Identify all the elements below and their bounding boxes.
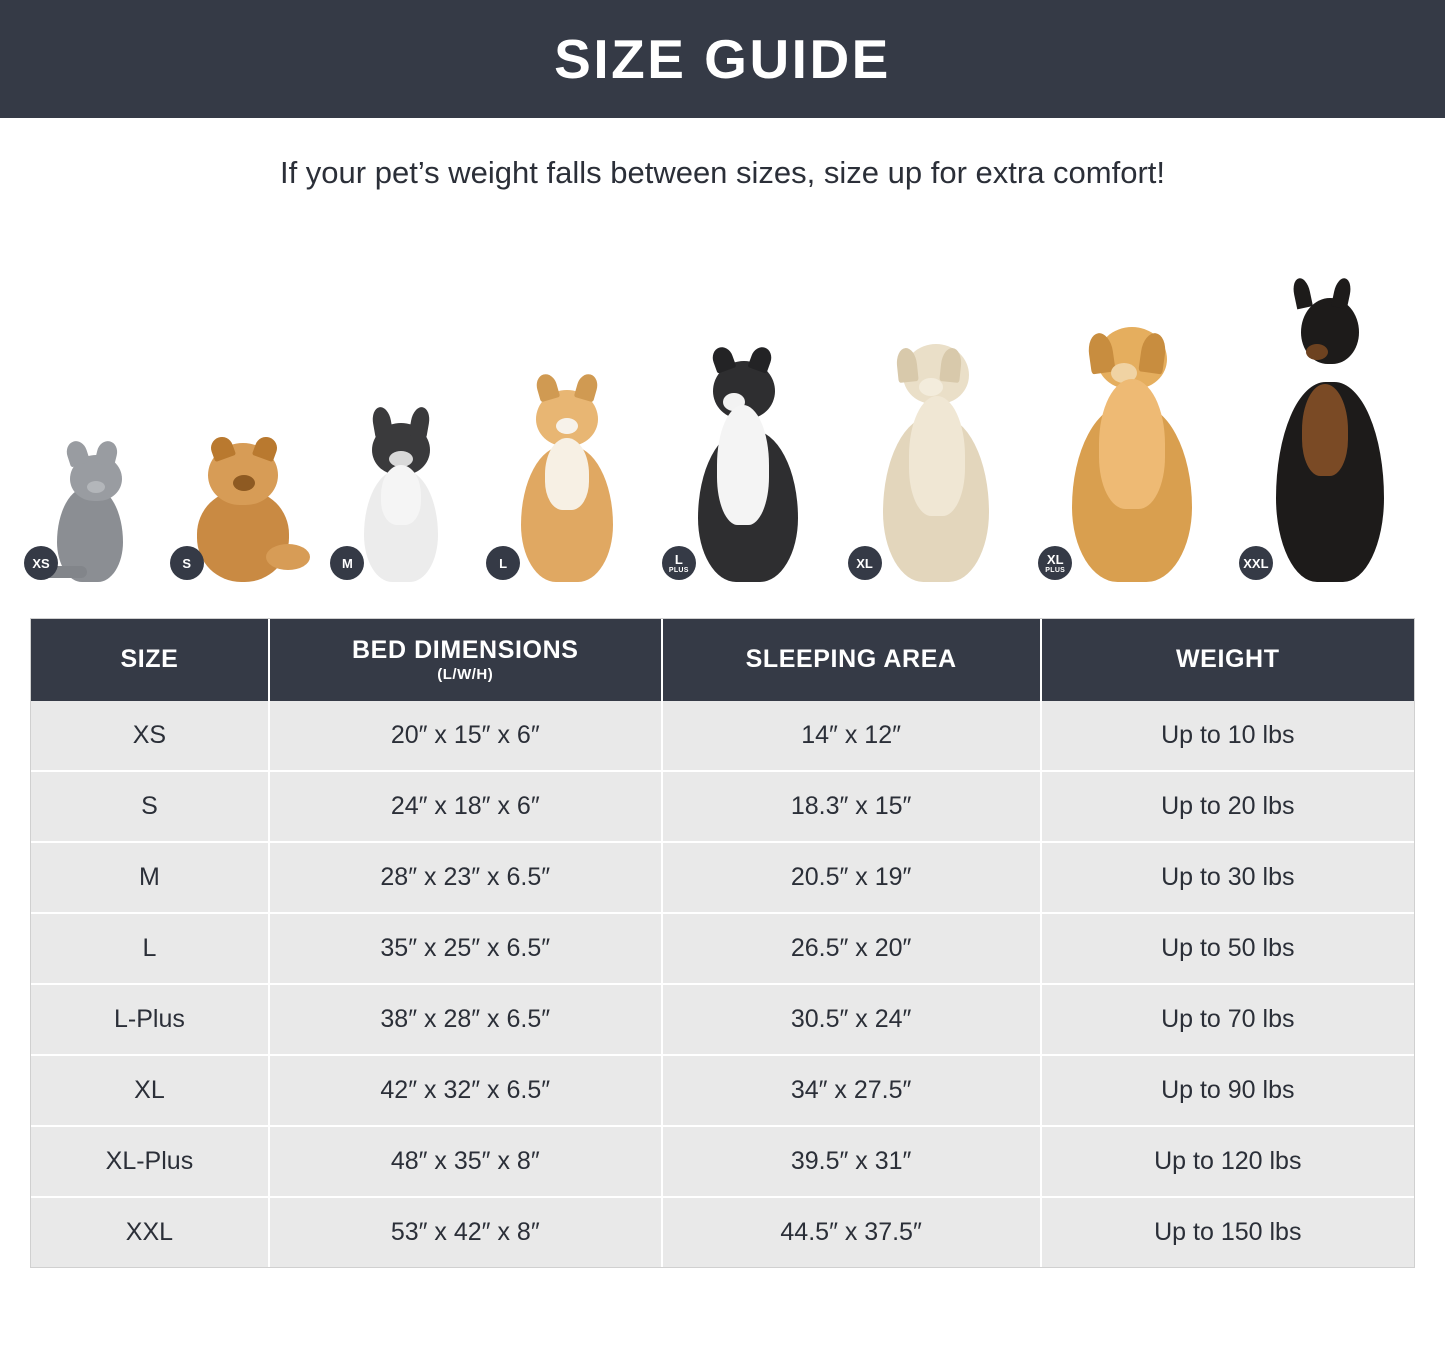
table-body <box>31 701 1414 1267</box>
size-chart-table-container <box>30 618 1415 1268</box>
size-badge-s-label: S <box>182 555 192 571</box>
cell-size: L <box>31 913 269 984</box>
cell-dimensions: 48″ x 35″ x 8″ <box>269 1126 662 1197</box>
cell-sleeping-area: 39.5″ x 31″ <box>662 1126 1041 1197</box>
page-title: SIZE GUIDE <box>554 27 891 90</box>
cell-sleeping-area: 44.5″ x 37.5″ <box>662 1197 1041 1267</box>
column-header-sleeping-area <box>662 619 1041 701</box>
size-badge-l-label: L <box>499 555 508 571</box>
table-row <box>31 842 1414 913</box>
column-header-bed-dimensions-label: BED DIMENSIONS <box>352 636 579 664</box>
table-header <box>31 619 1414 701</box>
subtitle-container <box>0 118 1445 228</box>
cell-weight: Up to 90 lbs <box>1041 1055 1414 1126</box>
cell-weight: Up to 20 lbs <box>1041 771 1414 842</box>
cell-weight: Up to 120 lbs <box>1041 1126 1414 1197</box>
pet-figure-pomeranian <box>176 422 311 582</box>
pet-figure-doberman <box>1245 287 1415 582</box>
pet-figure-golden-retriever <box>1044 312 1219 582</box>
size-badge-l-plus-label: L <box>674 551 683 567</box>
cell-weight: Up to 50 lbs <box>1041 913 1414 984</box>
cell-sleeping-area: 18.3″ x 15″ <box>662 771 1041 842</box>
cell-weight: Up to 30 lbs <box>1041 842 1414 913</box>
subtitle-text: If your pet’s weight falls between sizes, size up for extra comfort! <box>279 155 1166 190</box>
cell-dimensions: 53″ x 42″ x 8″ <box>269 1197 662 1267</box>
size-badge-s <box>170 546 204 580</box>
size-badge-xl-label: XL <box>856 555 873 571</box>
size-badge-xs <box>24 546 58 580</box>
size-badge-xxl-label: XXL <box>1243 555 1269 571</box>
table-row <box>31 984 1414 1055</box>
cell-sleeping-area: 34″ x 27.5″ <box>662 1055 1041 1126</box>
size-badge-l-plus <box>662 546 696 580</box>
size-badge-xxl <box>1239 546 1273 580</box>
column-header-bed-dimensions <box>269 619 662 701</box>
cell-size: XS <box>31 701 269 771</box>
size-badge-xl <box>848 546 882 580</box>
cell-size: XL-Plus <box>31 1126 269 1197</box>
cell-weight: Up to 10 lbs <box>1041 701 1414 771</box>
cell-dimensions: 24″ x 18″ x 6″ <box>269 771 662 842</box>
page-header <box>0 0 1445 118</box>
table-row <box>31 1126 1414 1197</box>
doberman-silhouette <box>1250 292 1410 582</box>
cell-size: M <box>31 842 269 913</box>
column-header-size <box>31 619 269 701</box>
pet-figure-border-collie <box>668 342 828 582</box>
table-row <box>31 1055 1414 1126</box>
pet-size-illustrations <box>30 252 1415 582</box>
column-header-weight-label: WEIGHT <box>1175 645 1280 674</box>
cell-weight: Up to 150 lbs <box>1041 1197 1414 1267</box>
cell-dimensions: 42″ x 32″ x 6.5″ <box>269 1055 662 1126</box>
cell-sleeping-area: 30.5″ x 24″ <box>662 984 1041 1055</box>
size-badge-l <box>486 546 520 580</box>
table-row <box>31 1197 1414 1267</box>
pet-figure-cat <box>30 432 150 582</box>
cell-weight: Up to 70 lbs <box>1041 984 1414 1055</box>
cell-dimensions: 35″ x 25″ x 6.5″ <box>269 913 662 984</box>
size-chart-table <box>31 619 1414 1267</box>
size-badge-xl-plus-sub: PLUS <box>1045 566 1066 574</box>
cell-size: S <box>31 771 269 842</box>
size-badge-xl-plus <box>1038 546 1072 580</box>
table-row <box>31 701 1414 771</box>
pet-figure-shiba-inu <box>492 367 642 582</box>
cell-sleeping-area: 26.5″ x 20″ <box>662 913 1041 984</box>
cell-dimensions: 38″ x 28″ x 6.5″ <box>269 984 662 1055</box>
shiba-inu-silhouette <box>497 372 637 582</box>
table-row <box>31 913 1414 984</box>
column-header-size-label: SIZE <box>120 645 179 674</box>
cell-sleeping-area: 14″ x 12″ <box>662 701 1041 771</box>
column-header-bed-dimensions-sub: (L/W/H) <box>437 665 494 683</box>
border-collie-silhouette <box>673 347 823 582</box>
cell-size: L-Plus <box>31 984 269 1055</box>
pet-figure-french-bulldog <box>336 402 466 582</box>
table-row <box>31 771 1414 842</box>
size-badge-m-label: M <box>341 555 353 571</box>
cell-size: XXL <box>31 1197 269 1267</box>
column-header-sleeping-area-label: SLEEPING AREA <box>745 645 957 674</box>
size-badge-xs-label: XS <box>32 555 50 571</box>
size-badge-l-plus-sub: PLUS <box>668 566 689 574</box>
cell-dimensions: 28″ x 23″ x 6.5″ <box>269 842 662 913</box>
labrador-silhouette <box>859 332 1014 582</box>
cell-size: XL <box>31 1055 269 1126</box>
cell-dimensions: 20″ x 15″ x 6″ <box>269 701 662 771</box>
golden-retriever-silhouette <box>1046 317 1214 582</box>
cell-sleeping-area: 20.5″ x 19″ <box>662 842 1041 913</box>
size-badge-xl-plus-label: XL <box>1046 551 1064 567</box>
column-header-weight <box>1041 619 1414 701</box>
pet-figure-labrador <box>854 327 1019 582</box>
table-header-row <box>31 619 1414 701</box>
